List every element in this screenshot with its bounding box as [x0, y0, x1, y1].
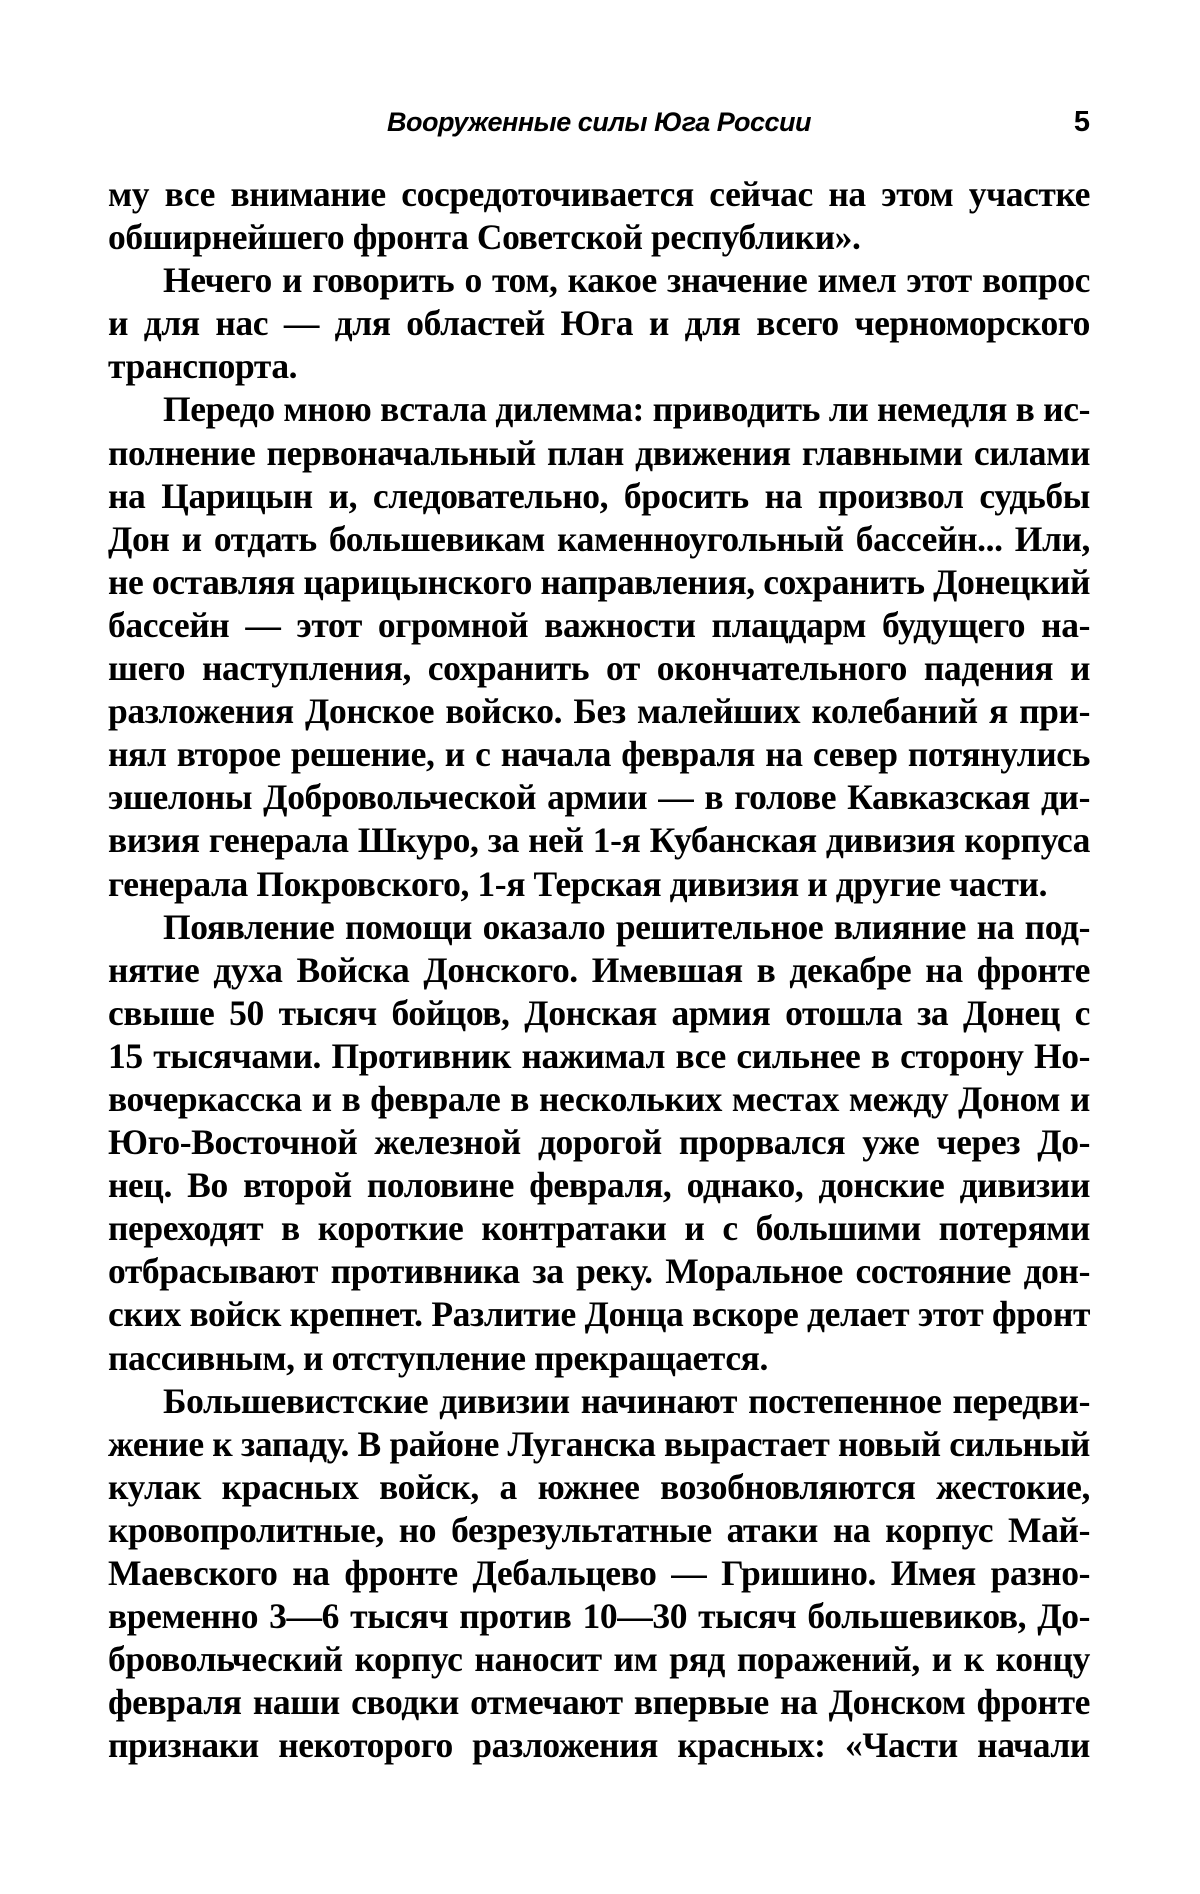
body-text	[108, 173, 1090, 1767]
text-line: кровопролитные, но безрезультатные атаки на корпус Май-	[108, 1509, 1090, 1550]
text-line: транспорта.	[108, 346, 298, 387]
text-line: Появление помощи оказало решительное влияние на под-	[163, 906, 1090, 947]
text-line: му все внимание сосредоточивается сейчас на этом участке	[108, 174, 1090, 214]
text-line: визия генерала Шкуро, за ней 1-я Кубанская дивизия корпуса	[108, 820, 1090, 861]
text-line: февраля наши сводки отмечают впервые на Донском фронте	[108, 1682, 1090, 1723]
text-line: на Царицын и, следовательно, бросить на произвол судьбы	[108, 475, 1090, 516]
text-line: временно 3—6 тысяч против 10—30 тысяч большевиков, До-	[108, 1596, 1090, 1637]
text-line: Дон и отдать большевикам каменноугольный бассейн... Или,	[108, 518, 1090, 559]
text-line: отбрасывают противника за реку. Моральное состояние дон-	[108, 1251, 1090, 1292]
running-title: Вооруженные силы Юга России	[387, 107, 811, 137]
text-line: Передо мною встала дилемма: приводить ли немедля в ис-	[163, 389, 1090, 430]
text-line: жение к западу. В районе Луганска вырастает новый сильный	[108, 1423, 1090, 1464]
text-line: вочеркасска и в феврале в нескольких местах между Доном и	[108, 1078, 1090, 1119]
text-line: Большевистские дивизии начинают постепенное передви-	[163, 1380, 1090, 1421]
text-line: бровольческий корпус наносит им ряд поражений, и к концу	[108, 1639, 1090, 1680]
text-line: обширнейшего фронта Советской республики».	[108, 217, 861, 258]
text-line: пассивным, и отступление прекращается.	[108, 1337, 768, 1378]
text-line: ских войск крепнет. Разлитие Донца вскоре делает этот фронт	[108, 1294, 1090, 1335]
text-line: шего наступления, сохранить от окончательного падения и	[108, 648, 1090, 689]
text-line: и для нас — для областей Юга и для всего черноморского	[108, 303, 1090, 344]
text-line: переходят в короткие контратаки и с большими потерями	[108, 1208, 1090, 1249]
text-line: нял второе решение, и с начала февраля на север потянулись	[108, 734, 1090, 775]
text-line: нец. Во второй половине февраля, однако, донские дивизии	[108, 1165, 1090, 1206]
text-line: нятие духа Войска Донского. Имевшая в декабре на фронте	[108, 949, 1090, 990]
text-line: кулак красных войск, а южнее возобновляются жестокие,	[108, 1466, 1090, 1507]
text-line: 15 тысячами. Противник нажимал все сильнее в сторону Но-	[108, 1035, 1090, 1076]
text-line: разложения Донское войско. Без малейших колебаний я при-	[108, 691, 1090, 732]
text-line: полнение первоначальный план движения главными силами	[108, 432, 1090, 473]
text-line: свыше 50 тысяч бойцов, Донская армия отошла за Донец с	[108, 992, 1090, 1033]
text-line: Нечего и говорить о том, какое значение имел этот вопрос	[163, 260, 1090, 301]
text-line: не оставляя царицынского направления, сохранить Донецкий	[108, 561, 1091, 602]
running-head	[108, 104, 1090, 144]
text-line: Маевского на фронте Дебальцево — Гришино. Имея разно-	[108, 1553, 1090, 1593]
text-line: Юго-Восточной железной дорогой прорвался уже через До-	[108, 1122, 1090, 1163]
text-line: генерала Покровского, 1-я Терская дивизия и другие части.	[108, 863, 1048, 904]
text-line: бассейн — этот огромной важности плацдарм будущего на-	[108, 604, 1090, 645]
text-line: признаки некоторого разложения красных: «Части начали	[108, 1725, 1090, 1766]
page-number: 5	[1073, 106, 1090, 138]
text-line: эшелоны Добровольческой армии — в голове Кавказская ди-	[108, 777, 1090, 818]
